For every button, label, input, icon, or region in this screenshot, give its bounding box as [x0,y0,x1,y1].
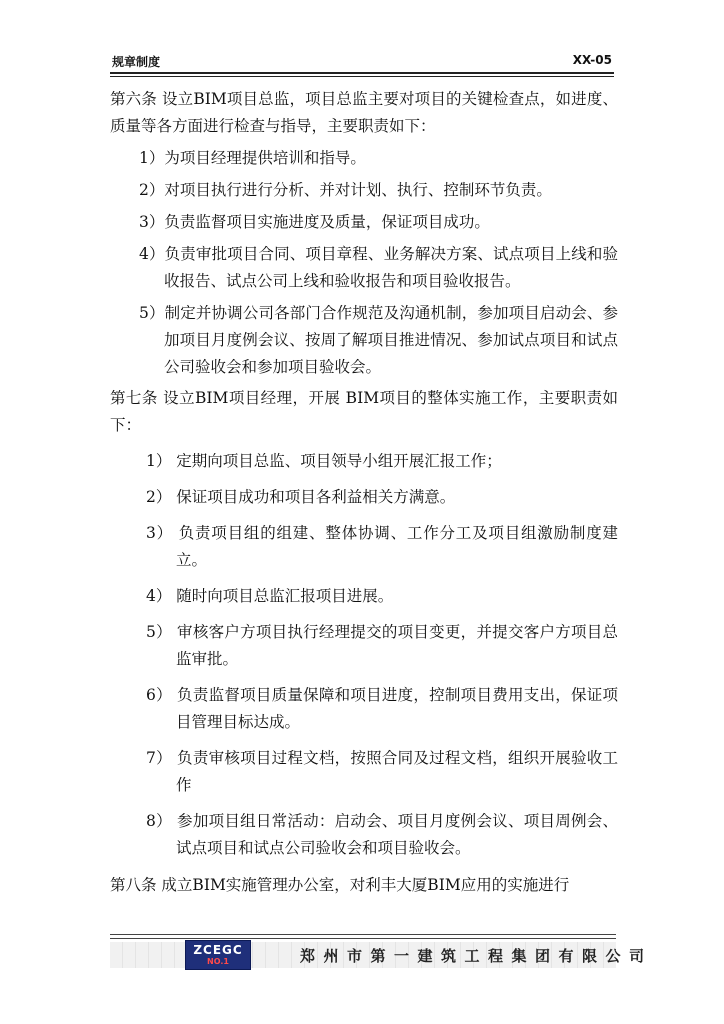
footer-rule-thin [110,938,616,939]
company-name: 郑州市第一建筑工程集团有限公司 [300,947,653,965]
article-6-item: 2）对项目执行进行分析、并对计划、执行、控制环节负责。 [139,181,552,199]
article-7-item: 1） 定期向项目总监、项目领导小组开展汇报工作； [146,452,502,470]
page-footer [110,934,653,970]
article-7 [110,385,618,862]
article-6-item: 4）负责审批项目合同、项目章程、业务解决方案、试点项目上线和验收报告、试点公司上线和验收报告和项目验收报告。 [139,245,618,290]
header-title: 规章制度 [112,55,161,69]
header-rule-thin [110,76,614,77]
article-7-item: 3） 负责项目组的组建、整体协调、工作分工及项目组激励制度建立。 [146,524,618,569]
article-7-item: 8） 参加项目组日常活动：启动会、项目月度例会议、项目周例会、试点项目和试点公司验收会和项目验收会。 [146,812,618,857]
article-7-item: 6） 负责监督项目质量保障和项目进度，控制项目费用支出，保证项目管理目标达成。 [146,686,618,731]
company-logo [185,940,251,970]
article-7-item: 5） 审核客户方项目执行经理提交的项目变更，并提交客户方项目总监审批。 [146,623,618,668]
article-6-item: 1）为项目经理提供培训和指导。 [139,149,366,167]
article-7-item: 4） 随时向项目总监汇报项目进展。 [146,587,394,605]
article-7-intro: 第七条 设立BIM项目经理，开展 BIM项目的整体实施工作，主要职责如下： [110,389,618,434]
page-header [110,50,614,72]
article-6-item: 3）负责监督项目实施进度及质量，保证项目成功。 [139,213,490,231]
article-6-item: 5）制定并协调公司各部门合作规范及沟通机制，参加项目启动会、参加项目月度例会议、按周了解项目推进情况、参加试点项目和试点公司验收会和参加项目验收会。 [139,304,618,376]
article-6-intro: 第六条 设立BIM项目总监，项目总监主要对项目的关键检查点，如进度、质量等各方面进行检查与指导，主要职责如下： [110,90,618,135]
logo-text: ZCEGC [193,943,243,957]
article-8-intro: 第八条 成立BIM实施管理办公室，对利丰大厦BIM应用的实施进行 [110,876,570,894]
article-7-item: 2） 保证项目成功和项目各利益相关方满意。 [146,488,456,506]
header-rule [110,72,614,74]
article-6 [110,86,618,381]
article-7-item: 7） 负责审核项目过程文档，按照合同及过程文档，组织开展验收工作 [146,749,618,794]
footer-rule [110,934,616,935]
logo-subtext: NO.1 [207,957,229,966]
header-code: XX-05 [572,53,612,67]
article-8 [110,872,618,899]
document-body [110,86,618,899]
